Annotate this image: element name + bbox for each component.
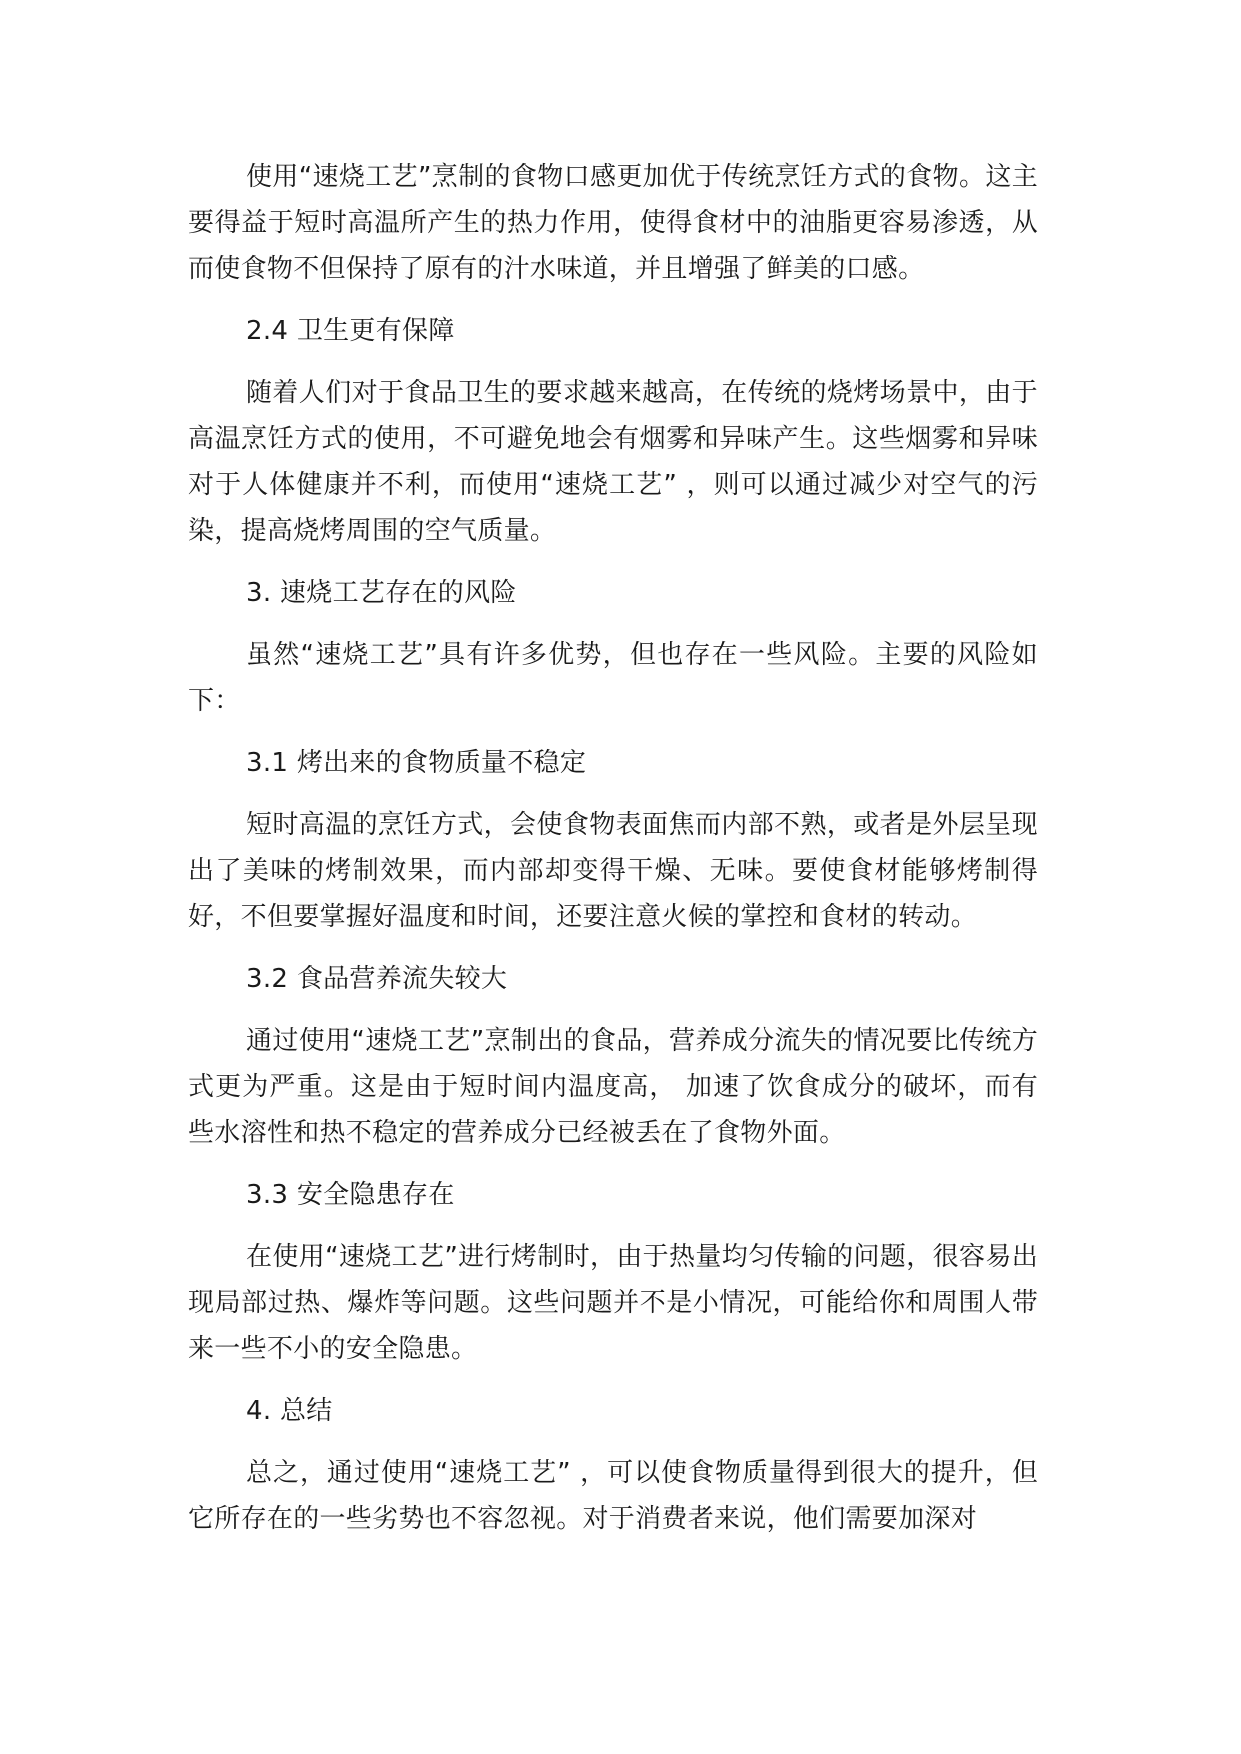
paragraph: 虽然“速烧工艺”具有许多优势，但也存在一些风险。主要的风险如下：: [188, 640, 1038, 716]
paragraph: 随着人们对于食品卫生的要求越来越高，在传统的烧烤场景中，由于高温烹饪方式的使用，不可避免地会有烟雾和异味产生。这些烟雾和异味对于人体健康并不利，而使用“速烧工艺” ，则可以通过减少对空气的污染，提高烧烤周围的空气质量。: [188, 378, 1038, 546]
section-heading: 3.3 安全隐患存在: [246, 1180, 455, 1210]
section-heading: 3.1 烤出来的食物质量不稳定: [246, 748, 587, 778]
paragraph: 通过使用“速烧工艺”烹制出的食品，营养成分流失的情况要比传统方式更为严重。这是由于短时间内温度高， 加速了饮食成分的破坏，而有些水溶性和热不稳定的营养成分已经被丢在了食物外面。: [188, 1026, 1038, 1148]
section-heading: 3. 速烧工艺存在的风险: [246, 578, 517, 608]
section-heading: 2.4 卫生更有保障: [246, 316, 455, 346]
paragraph: 短时高温的烹饪方式，会使食物表面焦而内部不熟，或者是外层呈现出了美味的烤制效果，而内部却变得干燥、无味。要使食材能够烤制得好，不但要掌握好温度和时间，还要注意火候的掌控和食材的转动。: [188, 810, 1038, 932]
section-heading: 4. 总结: [246, 1396, 333, 1426]
paragraph: 总之，通过使用“速烧工艺” ，可以使食物质量得到很大的提升，但它所存在的一些劣势也不容忽视。对于消费者来说，他们需要加深对: [188, 1458, 1038, 1534]
paragraph: 使用“速烧工艺”烹制的食物口感更加优于传统烹饪方式的食物。这主要得益于短时高温所产生的热力作用，使得食材中的油脂更容易渗透，从而使食物不但保持了原有的汁水味道，并且增强了鲜美的口感。: [188, 162, 1038, 284]
section-heading: 3.2 食品营养流失较大: [246, 964, 508, 994]
paragraph: 在使用“速烧工艺”进行烤制时，由于热量均匀传输的问题，很容易出现局部过热、爆炸等问题。这些问题并不是小情况，可能给你和周围人带来一些不小的安全隐患。: [188, 1242, 1038, 1364]
document-body: [188, 154, 1038, 1558]
